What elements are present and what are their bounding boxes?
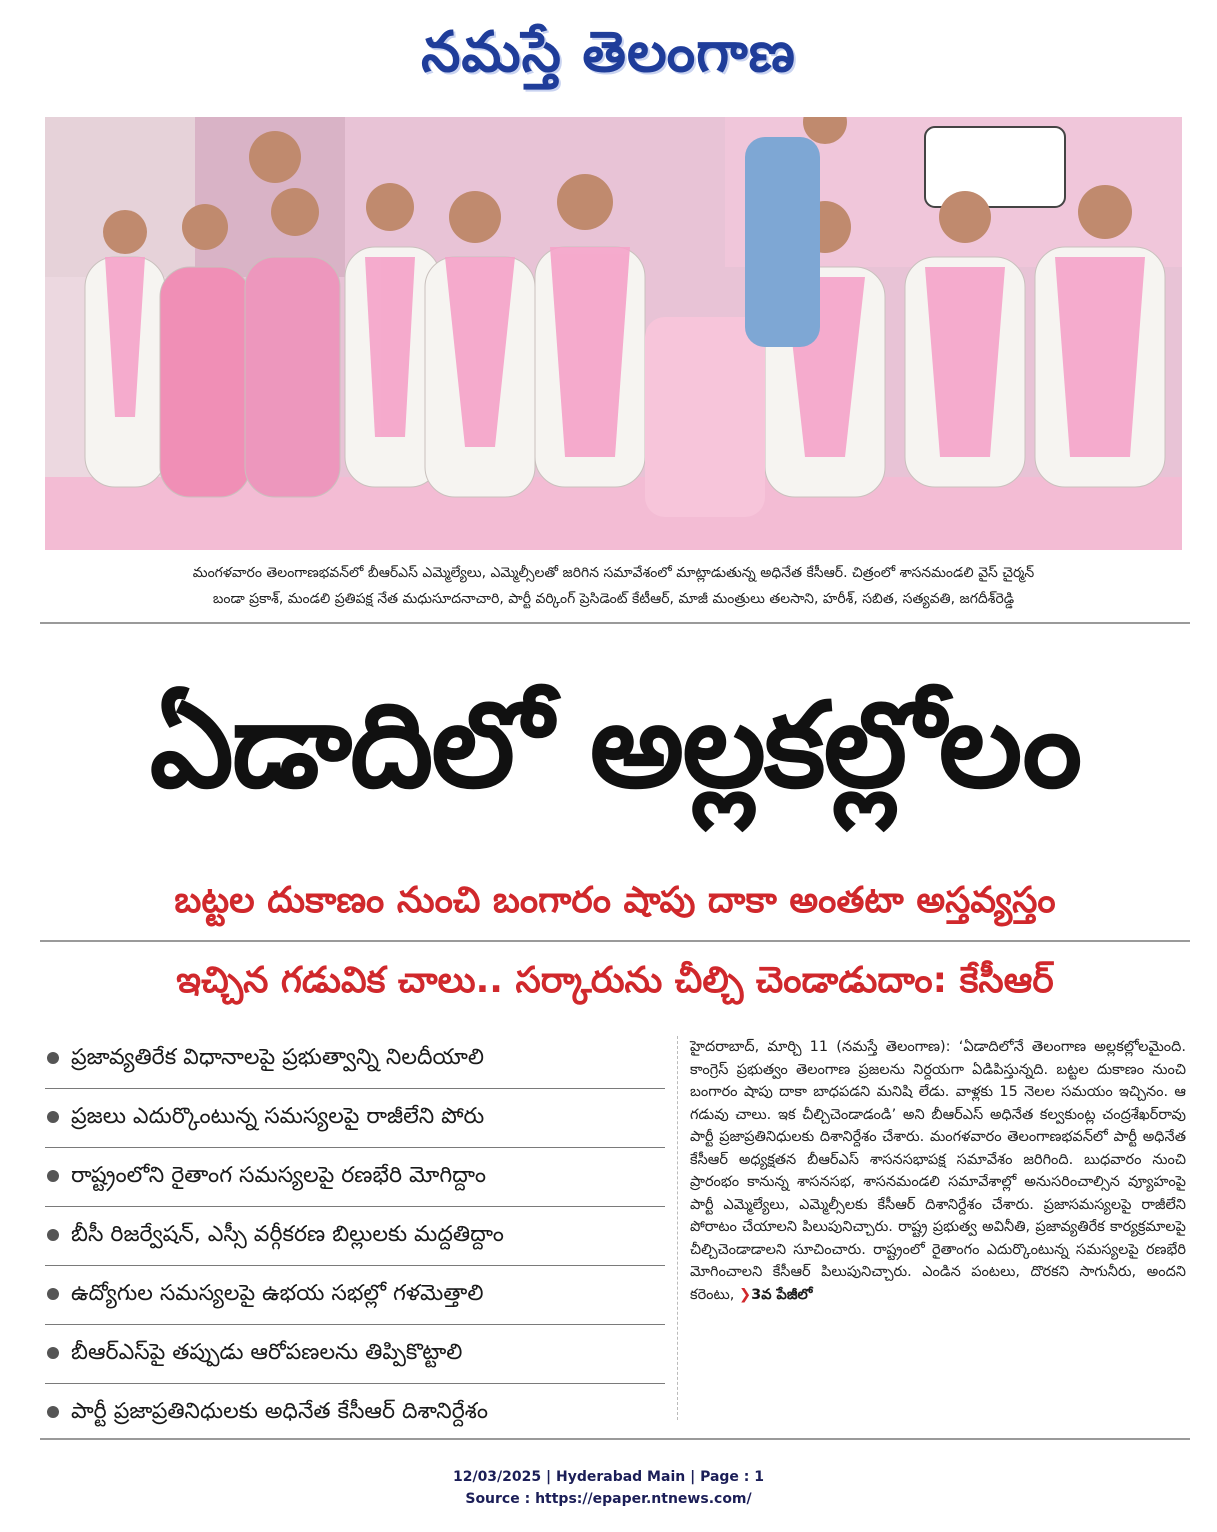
bullet-dot-icon (47, 1229, 59, 1241)
bullet-item (45, 1030, 665, 1089)
masthead-title: నమస్తే తెలంగాణ (421, 20, 796, 85)
bullet-item (45, 1207, 665, 1266)
subheadline-2: ఇచ్చిన గడువిక చాలు.. సర్కారును చీల్చి చెండాడుదాం: కేసీఆర్ (176, 960, 1054, 1001)
bullet-item (45, 1089, 665, 1148)
caption-divider (40, 622, 1190, 624)
bullet-item (45, 1384, 665, 1442)
continued-label: 3వ పేజీలో (751, 1286, 813, 1303)
bullet-item (45, 1148, 665, 1207)
bullet-item (45, 1266, 665, 1325)
bullet-text: ఉద్యోగుల సమస్యలపై ఉభయ సభల్లో గళమెత్తాలి (71, 1281, 484, 1306)
footer-edition-info: 12/03/2025 | Hyderabad Main | Page : 1 (452, 1469, 765, 1485)
bullet-list (45, 1030, 665, 1442)
caption-line-1: మంగళవారం తెలంగాణభవన్‌లో బీఆర్‌ఎస్ ఎమ్మెల్యేలు, ఎమ్మెల్సీలతో జరిగిన సమావేశంలో మాట్లాడుతున్న అధినేత కేసీఆర్. చిత్రంలో శాసనమండలి వైస్ చైర్మన్ (192, 565, 1035, 581)
column-divider (677, 1036, 678, 1420)
bullet-text: రాష్ట్రంలోని రైతాంగ సమస్యలపై రణభేరి మోగిద్దాం (71, 1163, 486, 1188)
bullet-text: బీసీ రిజర్వేషన్, ఎస్సీ వర్గీకరణ బిల్లులకు మద్దతిద్దాం (71, 1222, 504, 1247)
masthead (0, 8, 1217, 98)
bullet-text: ప్రజావ్యతిరేక విధానాలపై ప్రభుత్వాన్ని నిలదీయాలి (71, 1045, 484, 1070)
article-body (690, 1036, 1186, 1306)
continued-link[interactable] (739, 1287, 812, 1303)
subhead-divider (40, 940, 1190, 942)
bullet-text: ప్రజలు ఎదుర్కొంటున్న సమస్యలపై రాజీలేని పోరు (71, 1104, 485, 1129)
bullet-item (45, 1325, 665, 1384)
headline: ఏడాదిలో అల్లకల్లోలం (149, 676, 1081, 814)
bullet-dot-icon (47, 1347, 59, 1359)
chevron-right-icon: ❯ (738, 1286, 752, 1303)
page-footer (0, 1466, 1217, 1510)
subheadline-1: బట్టల దుకాణం నుంచి బంగారం షాపు దాకా అంతటా అస్తవ్యస్తం (174, 880, 1056, 921)
bullet-dot-icon (47, 1052, 59, 1064)
lead-photo-illustration (45, 117, 1182, 550)
bullet-dot-icon (47, 1406, 59, 1418)
page-bottom-rule (40, 1438, 1190, 1440)
bullet-dot-icon (47, 1170, 59, 1182)
lead-photo (45, 117, 1182, 550)
bullet-text: బీఆర్‌ఎస్‌పై తప్పుడు ఆరోపణలను తిప్పికొట్టాలి (71, 1340, 463, 1365)
caption-line-2: బండా ప్రకాశ్, మండలి ప్రతిపక్ష నేత మధుసూదనాచారి, పార్టీ వర్కింగ్ ప్రెసిడెంట్ కేటీఆర్, మాజీ మంత్రులు తలసాని, హరీశ్, సబిత, సత్యవతి, జగదీశ్‌రెడ్డి (212, 591, 1015, 607)
article-text: హైదరాబాద్, మార్చి 11 (నమస్తే తెలంగాణ): ‘ఏడాదిలోనే తెలంగాణ అల్లకల్లోలమైంది. కాంగ్రెస్ ప్రభుత్వం తెలంగాణ ప్రజలను నిర్దయగా ఏడిపిస్తున్నది. బట్టల దుకాణం నుంచి బంగారం షాపు దాకా బాధపడని మనిషి లేడు. వాళ్లకు 15 నెలల సమయం ఇచ్చినం. ఆ గడువు చాలు. ఇక చీల్చిచెండాడండి’ అని బీఆర్‌ఎస్ అధినేత కల్వకుంట్ల చంద్రశేఖర్‌రావు పార్టీ ప్రజాప్రతినిధులకు దిశానిర్దేశం చేశారు. మంగళవారం తెలంగాణభవన్‌లో పార్టీ అధినేత కేసీఆర్ అధ్యక్షతన బీఆర్‌ఎస్ శాసనసభాపక్ష సమావేశం జరిగింది. బుధవారం నుంచి ప్రారంభం కానున్న శాసనసభ, శాసనమండలి సమావేశాల్లో అనుసరించాల్సిన వ్యూహంపై పార్టీ ఎమ్మెల్యేలు, ఎమ్మెల్సీలకు కేసీఆర్ దిశానిర్దేశం చేశారు. ప్రజాసమస్యలపై రాజీలేని పోరాటం చేయాలని పిలుపునిచ్చారు. రాష్ట్ర ప్రభుత్వ అవినీతి, ప్రజావ్యతిరేక కార్యక్రమాలపై చీల్చిచెండాడాలని సూచించారు. రాష్ట్రంలో రైతాంగం ఎదుర్కొంటున్న సమస్యలపై రణభేరి మోగించాలని కేసీఆర్ పిలుపునిచ్చారు. ఎండిన పంటలు, దొరకని సాగునీరు, అందని కరెంటు, (690, 1039, 1186, 1303)
bullet-dot-icon (47, 1111, 59, 1123)
footer-source: Source : https://epaper.ntnews.com/ (465, 1491, 752, 1507)
bullet-text: పార్టీ ప్రజాప్రతినిధులకు అధినేత కేసీఆర్ దిశానిర్దేశం (71, 1399, 489, 1424)
photo-caption (45, 560, 1182, 612)
bullet-dot-icon (47, 1288, 59, 1300)
